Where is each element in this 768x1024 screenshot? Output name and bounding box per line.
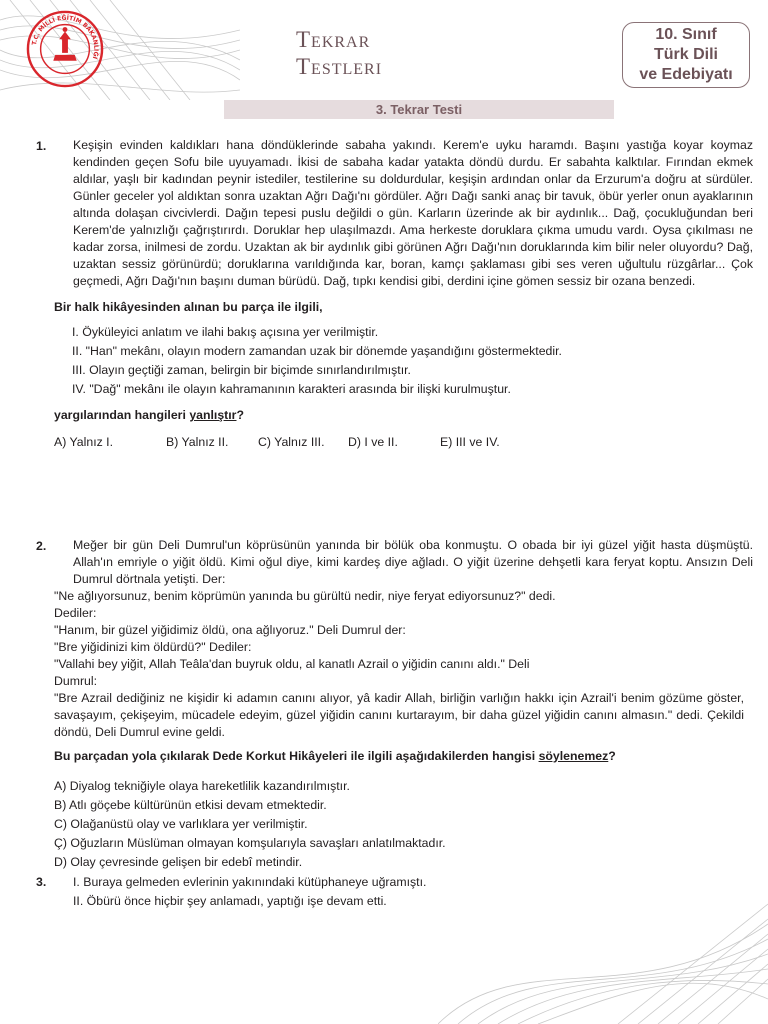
question-2-dialog-line: Dediler: [54, 606, 97, 620]
question-2-question-text: Bu parçadan yola çıkılarak Dede Korkut Hikâyeleri ile ilgili aşağıdakilerden hangisi [54, 749, 539, 763]
footer-line-art [438, 884, 768, 1024]
question-1-question [54, 407, 244, 424]
question-1-choice-d[interactable]: D) I ve II. [348, 435, 398, 449]
question-3-number: 3. [36, 875, 47, 889]
question-1-item: II. "Han" mekânı, olayın modern zamandan uzak bir dönemde yaşandığını göstermektedir. [72, 344, 562, 358]
question-2-closing: "Bre Azrail dediğiniz ne kişidir ki adamın canını alıyor, yâ kadir Allah, birliğin varlığın hakkı için Azrail'i benim gözüme göster, savaşayım, çekişeyim, mücadele edeyim, güzel yiğidin canını kurtarayım, bir daha güzel yiğidin canını almasın." dedi. Çekildi döndü, Deli Dumrul evine geldi. [54, 691, 744, 739]
question-2-option-c[interactable]: C) Olağanüstü olay ve varlıklara yer verilmiştir. [54, 817, 308, 831]
question-2-option-a[interactable]: A) Diyalog tekniğiyle olaya hareketlilik kazandırılmıştır. [54, 779, 350, 793]
question-1-choice-a[interactable]: A) Yalnız I. [54, 435, 114, 449]
question-2-dialog-line: Dumrul: [54, 674, 98, 688]
question-2-dialog-line: "Ne ağlıyorsunuz, benim köprümün yanında bu gürültü nedir, niye feryat ediyorsunuz?" dedi. [54, 589, 556, 603]
question-1-choice-c[interactable]: C) Yalnız III. [258, 435, 325, 449]
series-title-line1: Tekrar [296, 27, 371, 52]
question-3-line: II. Öbürü önce hiçbir şey anlamadı, yaptığı işe devam etti. [73, 894, 387, 908]
question-2-option-cc[interactable]: Ç) Oğuzların Müslüman olmayan komşularıyla savaşları anlatılmaktadır. [54, 836, 446, 850]
grade-subject-box [622, 22, 750, 88]
question-1-choice-e[interactable]: E) III ve IV. [440, 435, 500, 449]
question-2-question-mark: ? [608, 749, 616, 763]
test-title-bar: 3. Tekrar Testi [224, 100, 614, 119]
grade-label: 10. Sınıf [655, 26, 717, 43]
question-1-question-text: yargılarından hangileri [54, 408, 190, 422]
question-2-keyword: söylenemez [538, 749, 609, 763]
question-2-option-b[interactable]: B) Atlı göçebe kültürünün etkisi devam etmektedir. [54, 798, 327, 812]
question-1-question-mark: ? [236, 408, 244, 422]
series-title [296, 26, 382, 80]
question-1-choice-b[interactable]: B) Yalnız II. [166, 435, 229, 449]
ministry-seal-logo [26, 10, 104, 88]
question-2-dialog-line: "Vallahi bey yiğit, Allah Teâla'dan buyruk oldu, al kanatlı Azrail o yiğidin canını aldı." Deli [54, 657, 530, 671]
question-1-stem: Bir halk hikâyesinden alınan bu parça ile ilgili, [54, 300, 323, 314]
question-1-keyword: yanlıştır [189, 408, 237, 422]
question-1-passage: Keşişin evinden kaldıkları hana döndüklerinde sabaha yakındı. Kerem'e uyku haramdı. Başını yastığa koyar koymaz kendinden geçen Sofu bile uyuyamadı. İkisi de sabaha kadar yatakta döndü durdu. Er sabahta kalktılar. Fırından ekmek aldılar, yaşlı bir kadından peynir istediler, testilerine su doldurdular, keşişin ardından onlar da Erzurum'a doğru at sürdüler. Günler geceler yol aldıktan sonra uzaktan Ağrı Dağı'nı gördüler. Ağrı Dağı sanki anaç bir tavuk, öbür yerler onun ayaklarının altında dolaşan civcivlerdi. Dağın tepesi puslu değildi o gün. Karların üzerinde ak bir aydınlık... Dağ, çocukluğundan beri Kerem'de yalnızlığı çağrıştırırdı. Doruklar hep ulaşılmazdı. Ama herkeste doruklara çıkma umudu vardı. Oysa çıkılması ne kadar zorsa, inilmesi de zordu. Uzaktan ak bir aydınlık gibi görünen Ağrı Dağı'nın doruklarında kim bilir neler oluyordu? Dağ, uzaktan sessiz görünürdü; doruklarına varıldığında kar, boran, kamçı şaklaması gibi ses veren uğultulu rüzgârlar... Çok geçmedi, Ağrı Dağı'nın başını duman bürüdü. Dağ, tıpkı kendisi gibi, derdini içine gömen sessiz bir ozana benzedi. [73, 138, 753, 288]
question-2-number: 2. [36, 539, 47, 553]
subject-line1: Türk Dili [653, 46, 718, 63]
question-1-item: I. Öyküleyici anlatım ve ilahi bakış açısına yer verilmiştir. [72, 325, 379, 339]
svg-text:T.C. MİLLÎ EĞİTİM BAKANLIĞI: T.C. MİLLÎ EĞİTİM BAKANLIĞI [31, 14, 100, 60]
question-2-question [54, 748, 616, 765]
question-2-dialog-line: "Hanım, bir güzel yiğidimiz öldü, ona ağlıyoruz." Deli Dumrul der: [54, 623, 406, 637]
question-2-option-d[interactable]: D) Olay çevresinde gelişen bir edebî metindir. [54, 855, 303, 869]
question-1-number: 1. [36, 139, 47, 153]
subject-line2: ve Edebiyatı [639, 66, 733, 83]
series-title-line2: Testleri [296, 54, 383, 79]
question-2-intro: Meğer bir gün Deli Dumrul'un köprüsünün yanında bir bölük oba konmuştu. O obada bir iyi güzel yiğit hasta düşmüştü. Allah'ın emriyle o yiğit öldü. Kimi oğul diye, kimi kardeş diye ağladı. O yiğit üzerine dehşetli kara feryat koptu. Ansızın Deli Dumrul dörtnala yetişti. Der: [73, 538, 753, 586]
question-3-line: I. Buraya gelmeden evlerinin yakınındaki kütüphaneye uğramıştı. [73, 875, 427, 889]
question-1-item: III. Olayın geçtiği zaman, belirgin bir biçimde sınırlandırılmıştır. [72, 363, 411, 377]
question-2-dialog-line: "Bre yiğidinizi kim öldürdü?" Dediler: [54, 640, 252, 654]
question-1-item: IV. "Dağ" mekânı ile olayın kahramanının karakteri arasında bir ilişki kurulmuştur. [72, 382, 511, 396]
